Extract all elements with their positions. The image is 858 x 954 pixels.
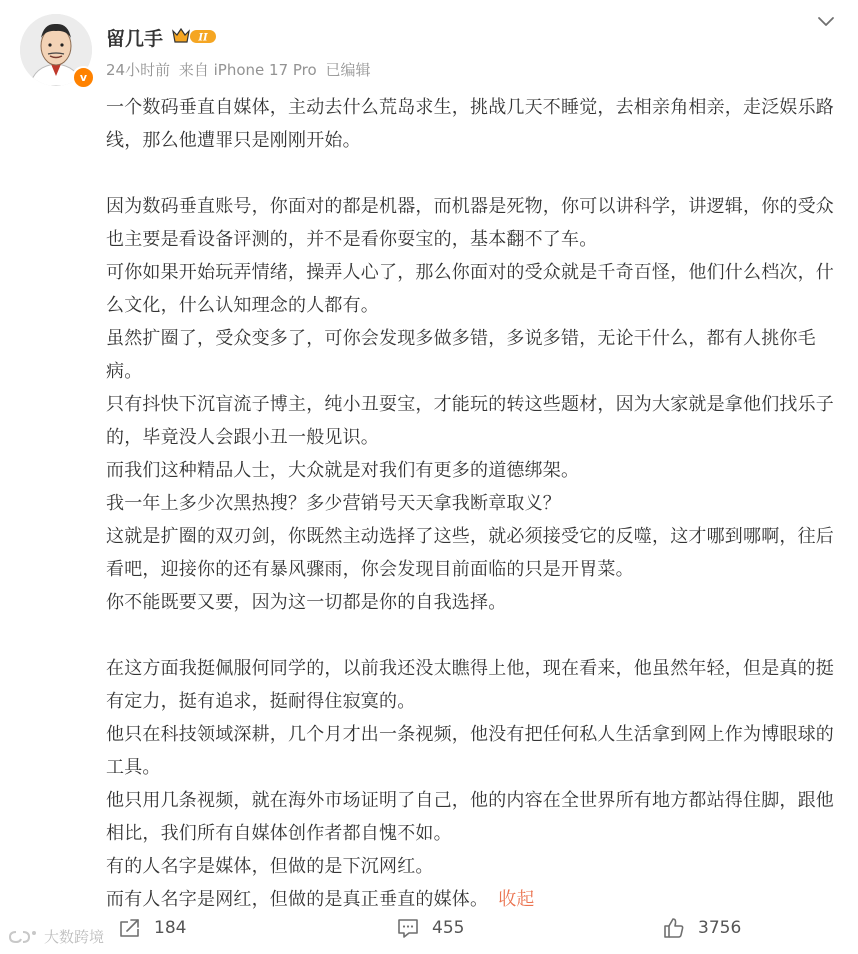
post-paragraph-last xyxy=(106,883,840,916)
rank-badge-label: II xyxy=(198,32,208,44)
post-paragraph: 只有抖快下沉盲流子博主，纯小丑耍宝，才能玩的转这些题材，因为大家就是拿他们找乐子的，毕竟没人会跟小丑一般见识。 xyxy=(106,394,834,448)
edited-label[interactable]: 已编辑 xyxy=(325,61,371,79)
post-paragraph: 他只用几条视频，就在海外市场证明了自己，他的内容在全世界所有地方都站得住脚，跟他相比，我们所有自媒体创作者都自愧不如。 xyxy=(106,790,834,844)
post-paragraph: 因为数码垂直账号，你面对的都是机器，而机器是死物，你可以讲科学，讲逻辑，你的受众也主要是看设备评测的，并不是看你耍宝的，基本翻不了车。 xyxy=(106,196,834,250)
post-paragraph: 有的人名字是媒体，但做的是下沉网红。 xyxy=(106,856,434,877)
post-paragraph: 而我们这种精品人士，大众就是对我们有更多的道德绑架。 xyxy=(106,460,580,481)
post-paragraph: 在这方面我挺佩服何同学的，以前我还没太瞧得上他，现在看来，他虽然年轻，但是真的挺有定力，挺有追求，挺耐得住寂寞的。 xyxy=(106,658,834,712)
repost-button[interactable] xyxy=(118,915,186,941)
post-time[interactable]: 24小时前 xyxy=(106,61,171,79)
share-icon xyxy=(118,916,142,940)
post-paragraph: 可你如果开始玩弄情绪，操弄人心了，那么你面对的受众就是千奇百怪，他们什么档次，什么文化，什么认知理念的人都有。 xyxy=(106,262,834,316)
paragraph-gap xyxy=(106,619,840,652)
paragraph-gap xyxy=(106,157,840,190)
post-paragraph-text: 而有人名字是网红，但做的是真正垂直的媒体。 xyxy=(106,889,489,910)
comment-icon xyxy=(396,916,420,940)
post-content xyxy=(106,91,840,916)
post-source: 来自 iPhone 17 Pro xyxy=(178,61,317,79)
post-paragraph: 他只在科技领域深耕，几个月才出一条视频，他没有把任何私人生活拿到网上作为博眼球的工具。 xyxy=(106,724,834,778)
chevron-down-icon[interactable] xyxy=(816,12,836,36)
collapse-link[interactable]: 收起 xyxy=(498,889,535,910)
thumbs-up-icon xyxy=(662,916,686,940)
repost-count: 184 xyxy=(154,918,187,938)
verified-badge: v xyxy=(72,66,95,89)
comment-count: 455 xyxy=(432,918,465,938)
post-paragraph: 这就是扩圈的双刃剑，你既然主动选择了这些，就必须接受它的反噬，这才哪到哪啊，往后看吧，迎接你的还有暴风骤雨，你会发现目前面临的只是开胃菜。 xyxy=(106,526,834,580)
watermark-logo-icon xyxy=(8,928,38,946)
like-count: 3756 xyxy=(698,918,742,938)
watermark xyxy=(8,926,104,947)
post-paragraph: 虽然扩圈了，受众变多了，可你会发现多做多错，多说多错，无论干什么，都有人挑你毛病。 xyxy=(106,328,816,382)
username[interactable]: 留几手 xyxy=(106,28,164,50)
rank-badge-icon[interactable] xyxy=(172,26,218,50)
post-paragraph: 你不能既要又要，因为这一切都是你的自我选择。 xyxy=(106,592,507,613)
comment-button[interactable] xyxy=(396,915,464,941)
post-meta xyxy=(106,59,375,80)
like-button[interactable] xyxy=(662,915,741,941)
post-paragraph: 一个数码垂直自媒体，主动去什么荒岛求生，挑战几天不睡觉，去相亲角相亲，走泛娱乐路线，那么他遭罪只是刚刚开始。 xyxy=(106,97,834,151)
watermark-text: 大数跨境 xyxy=(44,928,105,946)
post-paragraph: 我一年上多少次黑热搜？多少营销号天天拿我断章取义？ xyxy=(106,493,561,514)
